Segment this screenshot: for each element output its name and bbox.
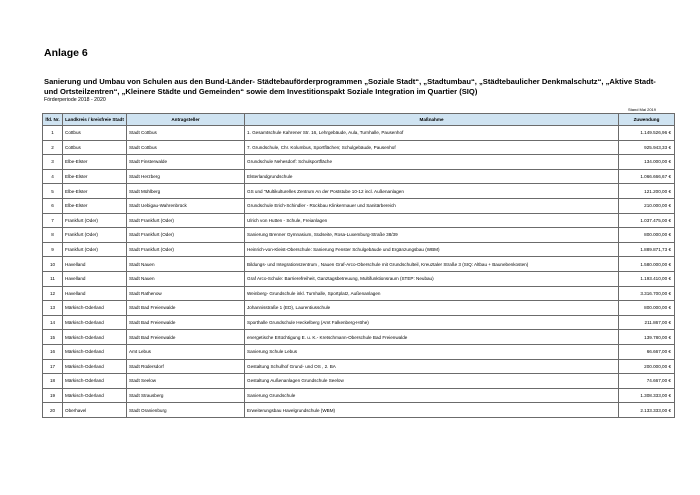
cell-nr: 5 [43, 184, 63, 199]
cell-zuwendung: 66.667,00 € [619, 344, 675, 359]
cell-massnahme: Heinrich-von-Kleist-Oberschule: Sanierung Fenster Schulgebäude und Ergänzungsbau (WBM) [245, 242, 619, 257]
col-header-kreis-label: Landkreis / kreisfreie Stadt [65, 117, 124, 122]
cell-antrag: Stadt Rathenow [127, 286, 245, 301]
cell-massnahme: Gestaltung Schulhof Grund- und OS , 2. BA [245, 359, 619, 374]
cell-nr: 7 [43, 213, 63, 228]
cell-massnahme: Graf Arco-Schule: Barrierefreiheit, Ganztagsbetreuung, Multifunktionsraum (STEP: Neubau) [245, 271, 619, 286]
cell-antrag: Stadt Bad Freienwalde [127, 301, 245, 316]
cell-zuwendung: 121.200,00 € [619, 184, 675, 199]
table-row [43, 242, 675, 257]
cell-kreis: Havelland [63, 286, 127, 301]
cell-massnahme: Elsterlandgrundschule [245, 169, 619, 184]
cell-massnahme: Johannisstraße 1 (ED), Laurentiusschule [245, 301, 619, 316]
cell-nr: 17 [43, 359, 63, 374]
document-heading: Sanierung und Umbau von Schulen aus den Bund-Länder- Städtebauförderprogrammen „Soziale Stadt“, „Stadtumbau“, „Städtebaulicher Denkmalschutz“, „Aktive Stadt- und Ortsteilzentren“, „Kleinere Städte und Gemeinden“ sowie dem Investitionspakt Soziale Integration im Quartier (SIQ) [44, 77, 656, 96]
status-date: Stand Mai 2019 [627, 107, 656, 112]
table-row [43, 184, 675, 199]
cell-kreis: Elbe-Elster [63, 184, 127, 199]
cell-zuwendung: 134.000,00 € [619, 155, 675, 170]
table-row [43, 344, 675, 359]
cell-nr: 11 [43, 271, 63, 286]
cell-nr: 14 [43, 315, 63, 330]
cell-nr: 2 [43, 140, 63, 155]
cell-antrag: Stadt Strausberg [127, 388, 245, 403]
cell-nr: 12 [43, 286, 63, 301]
cell-nr: 4 [43, 169, 63, 184]
funding-period: Förderperiode 2018 - 2020 [44, 97, 106, 103]
table-row [43, 359, 675, 374]
cell-nr: 13 [43, 301, 63, 316]
cell-zuwendung: 925.943,33 € [619, 140, 675, 155]
cell-massnahme: Sanierung Grundschule [245, 388, 619, 403]
cell-massnahme: Weinberg- Grundschule inkl. Turnhalle, Sportplatz, Außenanlagen [245, 286, 619, 301]
table-row [43, 403, 675, 418]
table-row [43, 315, 675, 330]
cell-massnahme: Grundschule Nehesdorf: Schulsportfläche [245, 155, 619, 170]
cell-massnahme: energetische Ertüchtigung E. u. K.- Kretschmann-Oberschule Bad Freienwalde [245, 330, 619, 345]
cell-antrag: Stadt Uebigau-Wahrenbrück [127, 198, 245, 213]
cell-antrag: Stadt Nauen [127, 257, 245, 272]
table-body [43, 126, 675, 418]
funding-table [42, 113, 675, 418]
table-row [43, 155, 675, 170]
cell-nr: 8 [43, 228, 63, 243]
cell-nr: 3 [43, 155, 63, 170]
cell-zuwendung: 200.000,00 € [619, 359, 675, 374]
cell-zuwendung: 800.000,00 € [619, 228, 675, 243]
cell-kreis: Frankfurt (Oder) [63, 213, 127, 228]
col-header-nr: lfd. Nr. [43, 114, 63, 126]
cell-zuwendung: 3.316.700,00 € [619, 286, 675, 301]
annex-label: Anlage 6 [44, 47, 88, 59]
cell-zuwendung: 1.193.410,00 € [619, 271, 675, 286]
cell-zuwendung: 211.867,00 € [619, 315, 675, 330]
cell-zuwendung: 2.133.333,00 € [619, 403, 675, 418]
cell-kreis: Märkisch-Oderland [63, 301, 127, 316]
cell-nr: 19 [43, 388, 63, 403]
cell-kreis: Märkisch-Oderland [63, 374, 127, 389]
table-row [43, 271, 675, 286]
cell-kreis: Cottbus [63, 140, 127, 155]
cell-nr: 15 [43, 330, 63, 345]
cell-nr: 18 [43, 374, 63, 389]
table-row [43, 213, 675, 228]
cell-kreis: Elbe-Elster [63, 155, 127, 170]
cell-antrag: Stadt Mühlberg [127, 184, 245, 199]
cell-antrag: Stadt Cottbus [127, 140, 245, 155]
cell-kreis: Märkisch-Oderland [63, 344, 127, 359]
cell-antrag: Stadt Rüdersdorf [127, 359, 245, 374]
table-row [43, 169, 675, 184]
cell-nr: 6 [43, 198, 63, 213]
cell-antrag: Stadt Frankfurt (Oder) [127, 213, 245, 228]
table-row [43, 301, 675, 316]
cell-zuwendung: 1.149.526,96 € [619, 126, 675, 141]
cell-zuwendung: 800.000,00 € [619, 301, 675, 316]
cell-zuwendung: 1.308.333,00 € [619, 388, 675, 403]
cell-massnahme: Gestaltung Außenanlagen Grundschule Seelow [245, 374, 619, 389]
cell-zuwendung: 139.780,00 € [619, 330, 675, 345]
cell-antrag: Stadt Herzberg [127, 169, 245, 184]
table-row [43, 388, 675, 403]
cell-kreis: Märkisch-Oderland [63, 315, 127, 330]
cell-nr: 16 [43, 344, 63, 359]
cell-massnahme: GS und "Multikulturelles Zentrum An der Poststube 10-12 incl. Außenanlagen [245, 184, 619, 199]
cell-massnahme: 7. Grundschule, Chr. Kolumbus, Sportflächen; Schulgebäude, Pausenhof [245, 140, 619, 155]
cell-massnahme: Sporthalle Grundschule Heckelberg (Amt Falkenberg-Höhe) [245, 315, 619, 330]
cell-zuwendung: 210.000,00 € [619, 198, 675, 213]
cell-zuwendung: 1.037.475,00 € [619, 213, 675, 228]
cell-massnahme: Sanierung Brenner Gymnasium, Südseite, Rosa-Luxemburg-Straße 38/39 [245, 228, 619, 243]
table-header-row [43, 114, 675, 126]
cell-kreis: Havelland [63, 257, 127, 272]
table-row [43, 330, 675, 345]
table-row [43, 228, 675, 243]
col-header-zuwendung: Zuwendung [619, 114, 675, 126]
cell-kreis: Frankfurt (Oder) [63, 242, 127, 257]
cell-antrag: Stadt Bad Freienwalde [127, 330, 245, 345]
cell-kreis: Märkisch-Oderland [63, 359, 127, 374]
table-row [43, 374, 675, 389]
cell-antrag: Stadt Frankfurt (Oder) [127, 242, 245, 257]
table-row [43, 286, 675, 301]
cell-antrag: Stadt Nauen [127, 271, 245, 286]
cell-antrag: Stadt Seelow [127, 374, 245, 389]
table-row [43, 257, 675, 272]
col-header-kreis [63, 114, 127, 126]
cell-antrag: Stadt Finsterwalde [127, 155, 245, 170]
cell-kreis: Frankfurt (Oder) [63, 228, 127, 243]
col-header-antrag: Antragsteller [127, 114, 245, 126]
cell-massnahme: Bildungs- und Integrationszentrum , Nauen Graf-Arco-Oberschule mit Grundschulteil, Kreuztaler Straße 3 (SIQ: Altbau + Baunebenkosten) [245, 257, 619, 272]
table-row [43, 198, 675, 213]
cell-nr: 10 [43, 257, 63, 272]
cell-antrag: Amt Lebus [127, 344, 245, 359]
cell-massnahme: Ulrich von Hutten - Schule, Freianlagen [245, 213, 619, 228]
cell-zuwendung: 1.580.000,00 € [619, 257, 675, 272]
col-header-massnahme: Maßnahme [245, 114, 619, 126]
cell-antrag: Stadt Frankfurt (Oder) [127, 228, 245, 243]
cell-zuwendung: 1.889.871,73 € [619, 242, 675, 257]
table-row [43, 126, 675, 141]
cell-zuwendung: 1.066.666,67 € [619, 169, 675, 184]
cell-kreis: Cottbus [63, 126, 127, 141]
cell-nr: 9 [43, 242, 63, 257]
cell-kreis: Elbe-Elster [63, 198, 127, 213]
cell-massnahme: 1. Gesamtschule Kahrener Str. 16, Lehrgebäude, Aula, Turnhalle, Pausenhof [245, 126, 619, 141]
cell-nr: 20 [43, 403, 63, 418]
cell-antrag: Stadt Cottbus [127, 126, 245, 141]
cell-massnahme: Erweiterungsbau Havelgrundschule (WBM) [245, 403, 619, 418]
cell-nr: 1 [43, 126, 63, 141]
cell-massnahme: Sanierung Schule Lebus [245, 344, 619, 359]
table-row [43, 140, 675, 155]
cell-antrag: Stadt Oranienburg [127, 403, 245, 418]
cell-kreis: Oberhavel [63, 403, 127, 418]
cell-kreis: Havelland [63, 271, 127, 286]
cell-massnahme: Grundschule Erich-Schindler - Rückbau Klinkermauer und Sanitärbereich [245, 198, 619, 213]
cell-zuwendung: 74.667,00 € [619, 374, 675, 389]
cell-antrag: Stadt Bad Freienwalde [127, 315, 245, 330]
cell-kreis: Märkisch-Oderland [63, 330, 127, 345]
cell-kreis: Elbe-Elster [63, 169, 127, 184]
cell-kreis: Märkisch-Oderland [63, 388, 127, 403]
